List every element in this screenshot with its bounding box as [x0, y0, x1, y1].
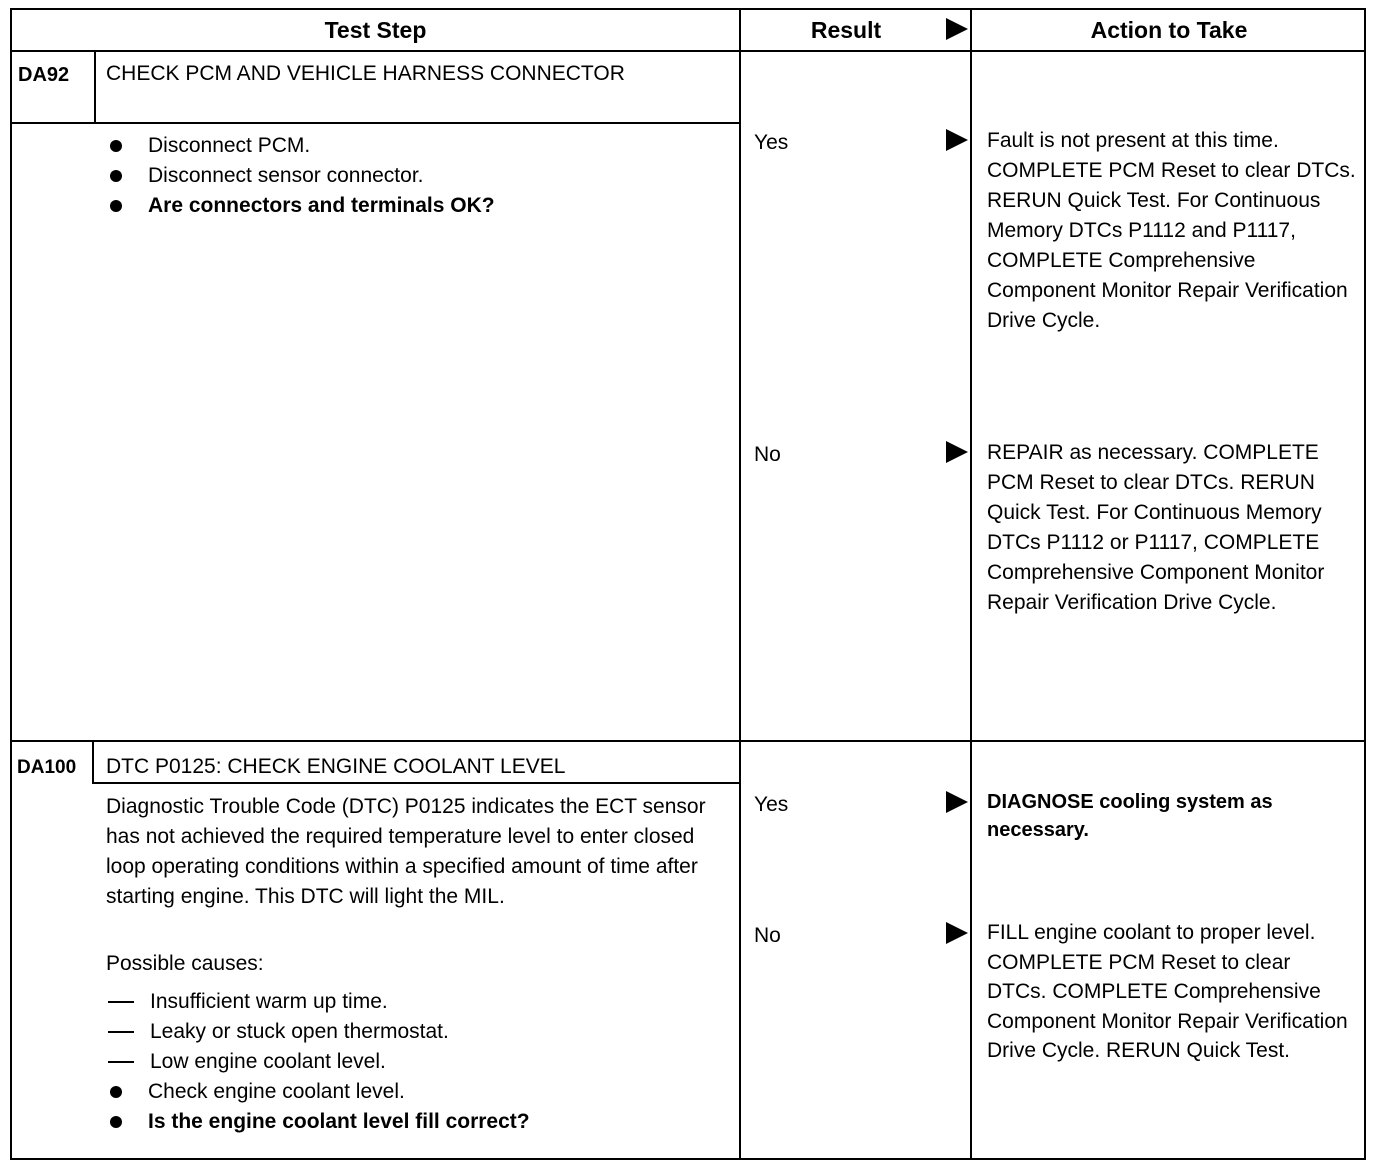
step-title-da92: CHECK PCM AND VEHICLE HARNESS CONNECTOR [106, 62, 625, 85]
code-divider [94, 52, 96, 124]
step-list-da92 [106, 131, 726, 221]
header-action: Action to Take [1090, 16, 1248, 43]
result-arrow-icon [946, 129, 968, 151]
header-result: Result [810, 16, 882, 43]
action-yes-da92: Fault is not present at this time. COMPLETE PCM Reset to clear DTCs. RERUN Quick Test. For Continuous Memory DTCs P1112 and P1117, COMPLETE Comprehensive Component Monitor Repair Verification Drive Cycle. [987, 129, 1356, 332]
bullet-icon [110, 170, 122, 182]
possible-causes-label: Possible causes: [106, 952, 264, 975]
bullet-icon [110, 1086, 122, 1098]
dash-icon [108, 1031, 134, 1033]
row-divider [10, 740, 1366, 742]
result-yes-da92: Yes [754, 131, 789, 154]
action-no-da100: FILL engine coolant to proper level. COMPLETE PCM Reset to clear DTCs. COMPLETE Comprehensive Component Monitor Repair Verification Drive Cycle. RERUN Quick Test. [987, 921, 1348, 1062]
column-divider-action [970, 10, 972, 1160]
list-item: Check engine coolant level. [106, 1077, 726, 1107]
code-divider [92, 742, 94, 784]
result-arrow-icon [946, 791, 968, 813]
step-description-da100: Diagnostic Trouble Code (DTC) P0125 indicates the ECT sensor has not achieved the required temperature level to enter closed loop operating conditions within a specified amount of time after starting engine. This DTC will light the MIL. [106, 795, 706, 908]
result-no-da92: No [754, 443, 781, 466]
result-no-da100: No [754, 924, 781, 947]
dash-icon [108, 1061, 134, 1063]
list-item: Low engine coolant level. [106, 1047, 726, 1077]
header-divider [10, 50, 1366, 52]
list-item: Is the engine coolant level fill correct? [106, 1107, 726, 1137]
result-yes-da100: Yes [754, 793, 789, 816]
action-yes-da100: DIAGNOSE cooling system as necessary. [987, 791, 1273, 841]
title-divider [92, 782, 739, 784]
bullet-icon [110, 1116, 122, 1128]
step-title-da100: DTC P0125: CHECK ENGINE COOLANT LEVEL [106, 755, 566, 778]
step-code-da92: DA92 [18, 64, 70, 86]
list-item: Are connectors and terminals OK? [106, 191, 726, 221]
header-arrow-icon [946, 18, 968, 40]
step-code-da100: DA100 [17, 757, 77, 778]
bullet-icon [110, 140, 122, 152]
result-arrow-icon [946, 922, 968, 944]
title-divider [10, 122, 739, 124]
result-arrow-icon [946, 441, 968, 463]
column-divider-result [739, 10, 741, 1160]
dash-icon [108, 1001, 134, 1003]
bullet-icon [110, 200, 122, 212]
list-item: Disconnect PCM. [106, 131, 726, 161]
step-list-da100 [106, 987, 726, 1137]
list-item: Leaky or stuck open thermostat. [106, 1017, 726, 1047]
list-item: Disconnect sensor connector. [106, 161, 726, 191]
action-no-da92: REPAIR as necessary. COMPLETE PCM Reset to clear DTCs. RERUN Quick Test. For Continuous Memory DTCs P1112 or P1117, COMPLETE Comprehensive Component Monitor Repair Verification Drive Cycle. [987, 441, 1325, 614]
list-item: Insufficient warm up time. [106, 987, 726, 1017]
header-test-step: Test Step [324, 16, 427, 43]
